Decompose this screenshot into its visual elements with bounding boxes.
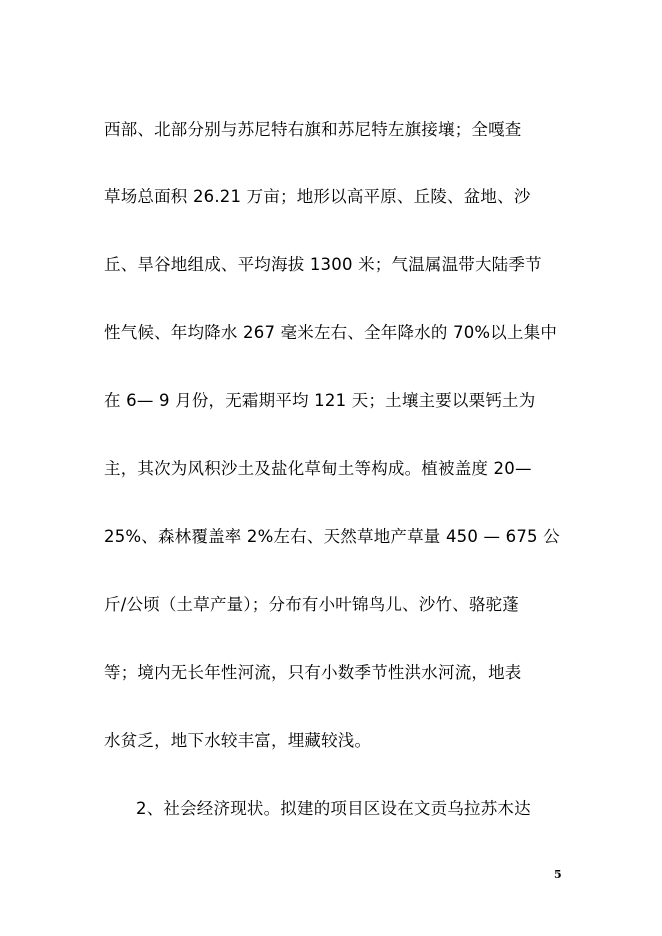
- body-text-line: 主，其次为风积沙土及盐化草甸土等构成。植被盖度 20—: [104, 459, 532, 478]
- body-text-line: 25%、森林覆盖率 2%左右、天然草地产草量 450 — 675 公: [104, 527, 560, 546]
- body-text-line: 在 6— 9 月份，无霜期平均 121 天；土壤主要以栗钙土为: [104, 391, 536, 410]
- body-text-line: 等；境内无长年性河流，只有小数季节性洪水河流，地表: [104, 663, 522, 682]
- body-text-line: 草场总面积 26.21 万亩；地形以高平原、丘陵、盆地、沙: [104, 187, 531, 206]
- body-text-line: 斤/公顷（土草产量）；分布有小叶锦鸟儿、沙竹、骆驼蓬: [104, 595, 520, 614]
- body-text-line: 水贫乏，地下水较丰富，埋藏较浅。: [104, 731, 372, 750]
- body-text-line: 西部、北部分别与苏尼特右旗和苏尼特左旗接壤；全嘎查: [104, 120, 522, 139]
- body-text-line: 性气候、年均降水 267 毫米左右、全年降水的 70%以上集中: [104, 323, 558, 342]
- section-heading-line: 2、社会经济现状。拟建的项目区设在文贡乌拉苏木达: [136, 799, 531, 818]
- body-text-line: 丘、旱谷地组成、平均海拔 1300 米；气温属温带大陆季节: [104, 255, 542, 274]
- page-number: 5: [554, 868, 562, 881]
